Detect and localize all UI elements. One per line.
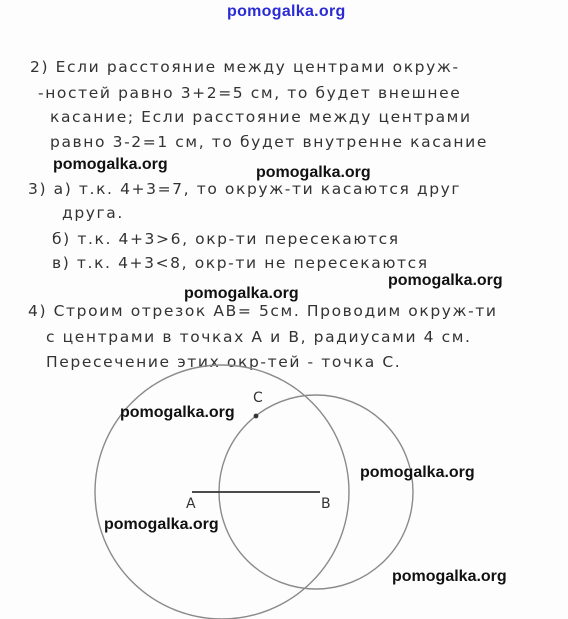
watermark-5: pomogalka.org <box>120 404 235 421</box>
label-b: B <box>321 496 331 512</box>
problem-3a-line-2: друга. <box>62 204 124 222</box>
problem-4-line-2: с центрами в точках A и B, радиусами 4 см. <box>46 328 472 346</box>
problem-4-line-3: Пересечение этих окр-тей - точка C. <box>46 353 402 371</box>
watermark-8: pomogalka.org <box>392 568 507 585</box>
label-a: A <box>186 496 196 512</box>
problem-3a-line-1: 3) а) т.к. 4+3=7, то окруж-ти касаются друг <box>28 180 462 198</box>
problem-2-line-2: -ностей равно 3+2=5 см, то будет внешнее <box>38 84 462 102</box>
problem-3b: б) т.к. 4+3>6, окр-ти пересекаются <box>52 230 400 248</box>
watermark-1: pomogalka.org <box>53 156 168 173</box>
problem-2-line-3: касание; Если расстояние между центрами <box>50 108 472 126</box>
problem-3c: в) т.к. 4+3<8, окр-ти не пересекаются <box>52 254 429 272</box>
site-watermark-top[interactable]: pomogalka.org <box>227 3 346 20</box>
watermark-4: pomogalka.org <box>184 285 299 302</box>
watermark-2: pomogalka.org <box>256 164 371 181</box>
watermark-3: pomogalka.org <box>388 272 503 289</box>
problem-4-line-1: 4) Строим отрезок AB= 5см. Проводим окруж-ти <box>28 302 498 320</box>
watermark-7: pomogalka.org <box>104 516 219 533</box>
label-c: C <box>253 390 263 406</box>
problem-2-line-1: 2) Если расстояние между центрами окруж- <box>30 58 460 76</box>
point-c <box>254 414 259 419</box>
problem-2-line-4: равно 3-2=1 см, то будет внутренне касание <box>50 133 488 151</box>
watermark-6: pomogalka.org <box>360 464 475 481</box>
